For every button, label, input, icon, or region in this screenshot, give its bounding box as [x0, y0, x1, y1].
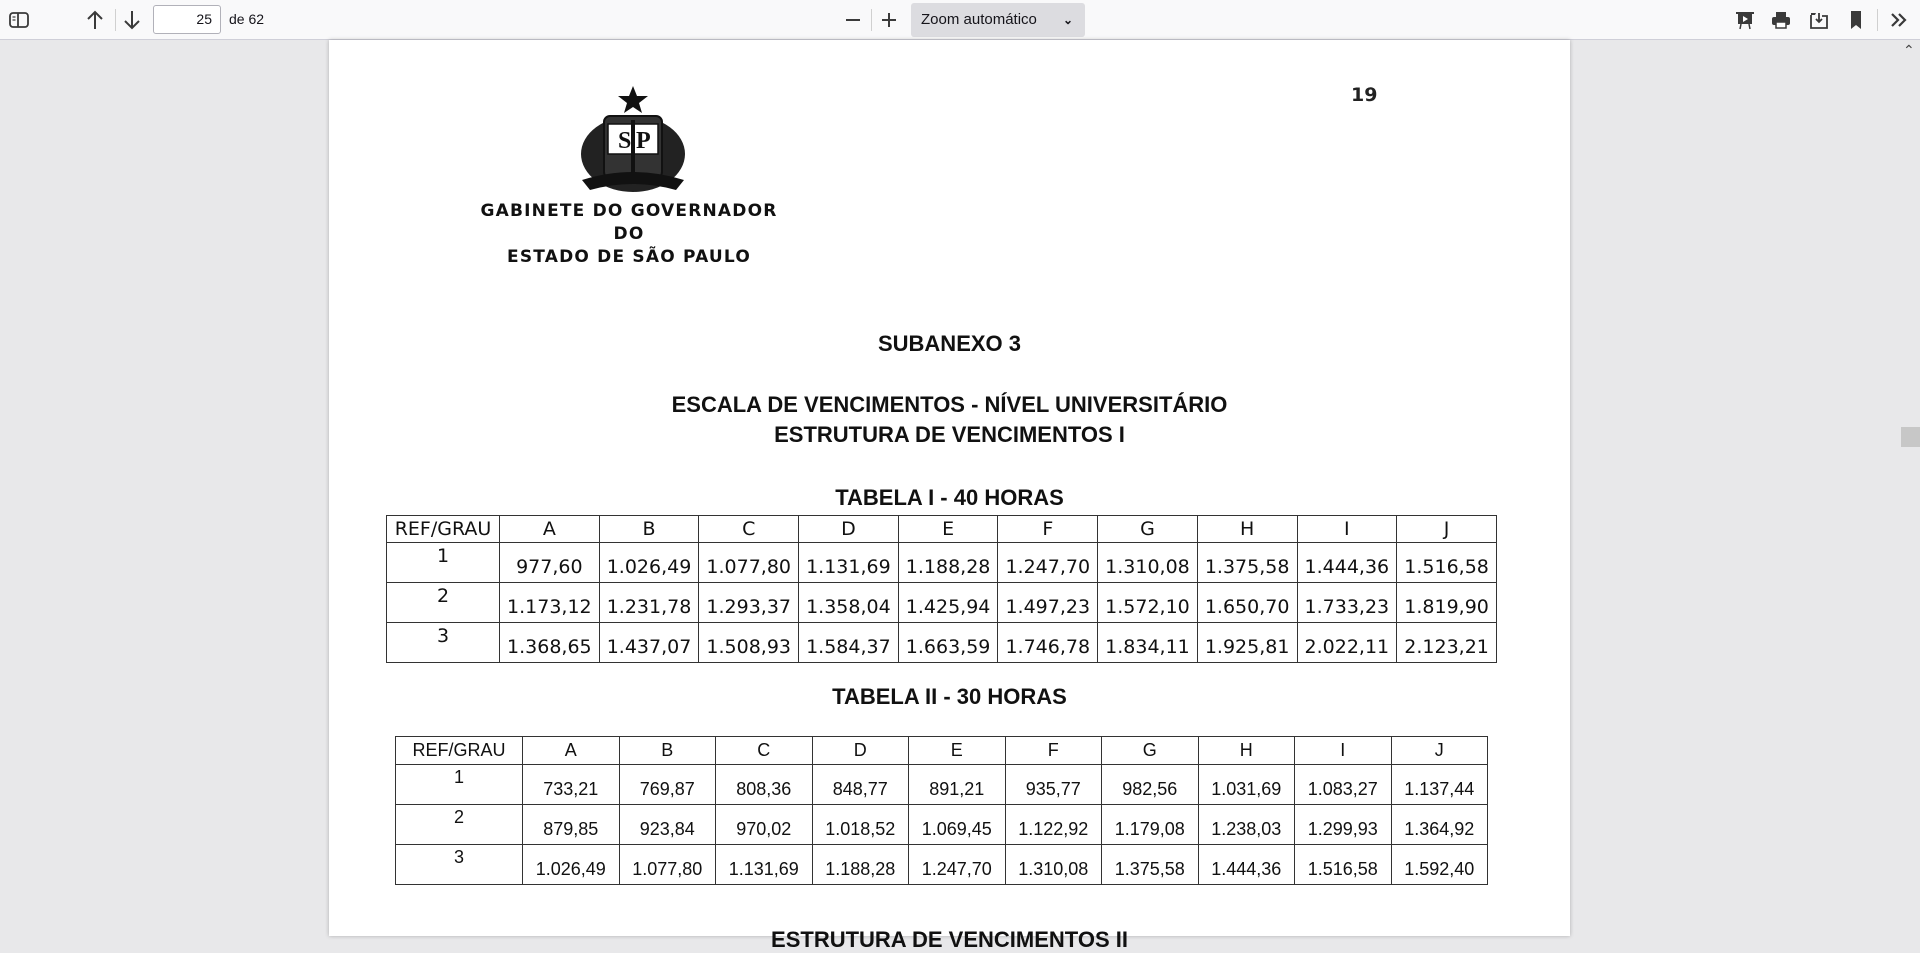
- pdf-toolbar: [0, 0, 1920, 40]
- page-count-label: de 62: [229, 11, 265, 27]
- row-ref: 2: [396, 805, 523, 845]
- table-cell: 1.247,70: [909, 845, 1006, 885]
- column-header: H: [1197, 516, 1297, 543]
- column-header: H: [1198, 737, 1295, 765]
- table-cell: 2.123,21: [1397, 623, 1497, 663]
- table-cell: 982,56: [1102, 765, 1199, 805]
- table-cell: 891,21: [909, 765, 1006, 805]
- table-row: [387, 543, 1497, 583]
- column-header: G: [1098, 516, 1198, 543]
- table-cell: 1.179,08: [1102, 805, 1199, 845]
- sao-paulo-seal-logo: [576, 84, 690, 196]
- table-cell: 1.516,58: [1295, 845, 1392, 885]
- table-cell: 1.131,69: [799, 543, 899, 583]
- column-header: A: [523, 737, 620, 765]
- row-ref: 2: [387, 583, 500, 623]
- column-header: C: [699, 516, 799, 543]
- row-ref: 3: [387, 623, 500, 663]
- zoom-select-value: Zoom automático: [921, 11, 1037, 28]
- next-page-button[interactable]: [118, 6, 146, 34]
- table-cell: 1.077,80: [619, 845, 716, 885]
- table-cell: 1.299,93: [1295, 805, 1392, 845]
- print-button[interactable]: [1767, 6, 1795, 34]
- table-cell: 1.026,49: [523, 845, 620, 885]
- table-cell: 1.031,69: [1198, 765, 1295, 805]
- document-title: ESCALA DE VENCIMENTOS - NÍVEL UNIVERSITÁRIO: [671, 392, 1228, 417]
- presentation-icon: [1735, 10, 1755, 30]
- table-cell: 1.663,59: [898, 623, 998, 663]
- table-cell: 1.375,58: [1197, 543, 1297, 583]
- table-cell: 977,60: [500, 543, 600, 583]
- pdf-page: [329, 40, 1570, 952]
- column-header: F: [998, 516, 1098, 543]
- table-cell: 848,77: [812, 765, 909, 805]
- column-header: F: [1005, 737, 1102, 765]
- table-cell: 1.444,36: [1198, 845, 1295, 885]
- page-number-input[interactable]: 25: [153, 5, 221, 34]
- tools-menu-button[interactable]: [1885, 6, 1913, 34]
- page-number: 19: [1351, 84, 1378, 106]
- column-header: J: [1391, 737, 1488, 765]
- previous-page-button[interactable]: [81, 6, 109, 34]
- print-icon: [1771, 10, 1791, 30]
- table-cell: 1.572,10: [1098, 583, 1198, 623]
- table-cell: 1.425,94: [898, 583, 998, 623]
- row-ref: 1: [387, 543, 500, 583]
- table-cell: 1.508,93: [699, 623, 799, 663]
- table1-title: TABELA I - 40 HORAS: [835, 485, 1064, 510]
- bookmark-button[interactable]: [1842, 6, 1870, 34]
- plus-icon: [880, 11, 898, 29]
- column-header: I: [1297, 516, 1397, 543]
- table-cell: 1.026,49: [599, 543, 699, 583]
- zoom-select[interactable]: [911, 3, 1085, 37]
- bookmark-icon: [1849, 10, 1863, 30]
- save-icon: [1809, 10, 1829, 30]
- table-row: [387, 623, 1497, 663]
- table-cell: 1.437,07: [599, 623, 699, 663]
- table-cell: 1.516,58: [1397, 543, 1497, 583]
- organization-header: [479, 200, 779, 269]
- table-cell: 1.293,37: [699, 583, 799, 623]
- table-cell: 1.122,92: [1005, 805, 1102, 845]
- table-header-row: [396, 737, 1488, 765]
- table-cell: 1.238,03: [1198, 805, 1295, 845]
- vertical-scrollbar[interactable]: [1900, 40, 1920, 936]
- toolbar-separator: [871, 9, 872, 31]
- column-header: I: [1295, 737, 1392, 765]
- table-cell: 2.022,11: [1297, 623, 1397, 663]
- sidebar-toggle-button[interactable]: [5, 6, 33, 34]
- table-cell: 1.131,69: [716, 845, 813, 885]
- zoom-in-button[interactable]: [875, 6, 903, 34]
- svg-text:P: P: [636, 128, 651, 154]
- column-header: E: [898, 516, 998, 543]
- table-cell: 935,77: [1005, 765, 1102, 805]
- document-subtitle: ESTRUTURA DE VENCIMENTOS I: [774, 422, 1125, 447]
- table-cell: 1.925,81: [1197, 623, 1297, 663]
- table-cell: 1.188,28: [812, 845, 909, 885]
- table-cell: 1.310,08: [1098, 543, 1198, 583]
- table-cell: 923,84: [619, 805, 716, 845]
- table-header-row: [387, 516, 1497, 543]
- table-row: [396, 765, 1488, 805]
- salary-table-30h: [395, 736, 1488, 885]
- table-cell: 1.069,45: [909, 805, 1006, 845]
- table-cell: 1.834,11: [1098, 623, 1198, 663]
- table-cell: 1.444,36: [1297, 543, 1397, 583]
- column-header: B: [619, 737, 716, 765]
- toolbar-separator: [1877, 9, 1878, 31]
- column-header: J: [1397, 516, 1497, 543]
- column-header: E: [909, 737, 1006, 765]
- column-header: D: [799, 516, 899, 543]
- table-cell: 769,87: [619, 765, 716, 805]
- table-cell: 808,36: [716, 765, 813, 805]
- table-cell: 1.173,12: [500, 583, 600, 623]
- table-cell: 1.364,92: [1391, 805, 1488, 845]
- salary-table-40h: [386, 515, 1497, 663]
- more-tools-icon: [1889, 11, 1909, 29]
- table-cell: 1.083,27: [1295, 765, 1392, 805]
- svg-text:S: S: [618, 128, 632, 154]
- column-header: D: [812, 737, 909, 765]
- column-header: C: [716, 737, 813, 765]
- org-line: DO: [613, 224, 645, 244]
- table-cell: 1.584,37: [799, 623, 899, 663]
- org-line: ESTADO DE SÃO PAULO: [507, 247, 751, 267]
- scroll-up-icon[interactable]: ⌃: [1903, 42, 1915, 58]
- column-header: B: [599, 516, 699, 543]
- row-ref: 3: [396, 845, 523, 885]
- zoom-out-button[interactable]: [839, 6, 867, 34]
- table-cell: 1.231,78: [599, 583, 699, 623]
- table-cell: 1.733,23: [1297, 583, 1397, 623]
- table-cell: 1.247,70: [998, 543, 1098, 583]
- arrow-down-icon: [123, 10, 141, 30]
- table-row: [396, 805, 1488, 845]
- table-cell: 1.077,80: [699, 543, 799, 583]
- table-cell: 1.368,65: [500, 623, 600, 663]
- table-cell: 1.650,70: [1197, 583, 1297, 623]
- chevron-down-icon: ⌄: [1062, 13, 1073, 27]
- column-header: REF/GRAU: [396, 737, 523, 765]
- table-row: [387, 583, 1497, 623]
- column-header: A: [500, 516, 600, 543]
- org-line: GABINETE DO GOVERNADOR: [480, 201, 778, 221]
- subanexo-heading: SUBANEXO 3: [877, 331, 1022, 356]
- table2-title: TABELA II - 30 HORAS: [832, 684, 1067, 709]
- arrow-up-icon: [86, 10, 104, 30]
- next-section-title: ESTRUTURA DE VENCIMENTOS II: [771, 927, 1128, 952]
- table-cell: 1.310,08: [1005, 845, 1102, 885]
- scrollbar-thumb[interactable]: [1901, 427, 1920, 447]
- save-button[interactable]: [1805, 6, 1833, 34]
- table-cell: 970,02: [716, 805, 813, 845]
- table-cell: 733,21: [523, 765, 620, 805]
- table-row: [396, 845, 1488, 885]
- table-cell: 1.375,58: [1102, 845, 1199, 885]
- minus-icon: [844, 11, 862, 29]
- table-cell: 1.018,52: [812, 805, 909, 845]
- column-header: G: [1102, 737, 1199, 765]
- table-cell: 1.358,04: [799, 583, 899, 623]
- toolbar-separator: [115, 9, 116, 31]
- column-header: REF/GRAU: [387, 516, 500, 543]
- table-cell: 1.188,28: [898, 543, 998, 583]
- row-ref: 1: [396, 765, 523, 805]
- presentation-mode-button[interactable]: [1731, 6, 1759, 34]
- sidebar-icon: [9, 12, 29, 28]
- table-cell: 1.819,90: [1397, 583, 1497, 623]
- table-cell: 879,85: [523, 805, 620, 845]
- table-cell: 1.497,23: [998, 583, 1098, 623]
- table-cell: 1.592,40: [1391, 845, 1488, 885]
- table-cell: 1.137,44: [1391, 765, 1488, 805]
- table-cell: 1.746,78: [998, 623, 1098, 663]
